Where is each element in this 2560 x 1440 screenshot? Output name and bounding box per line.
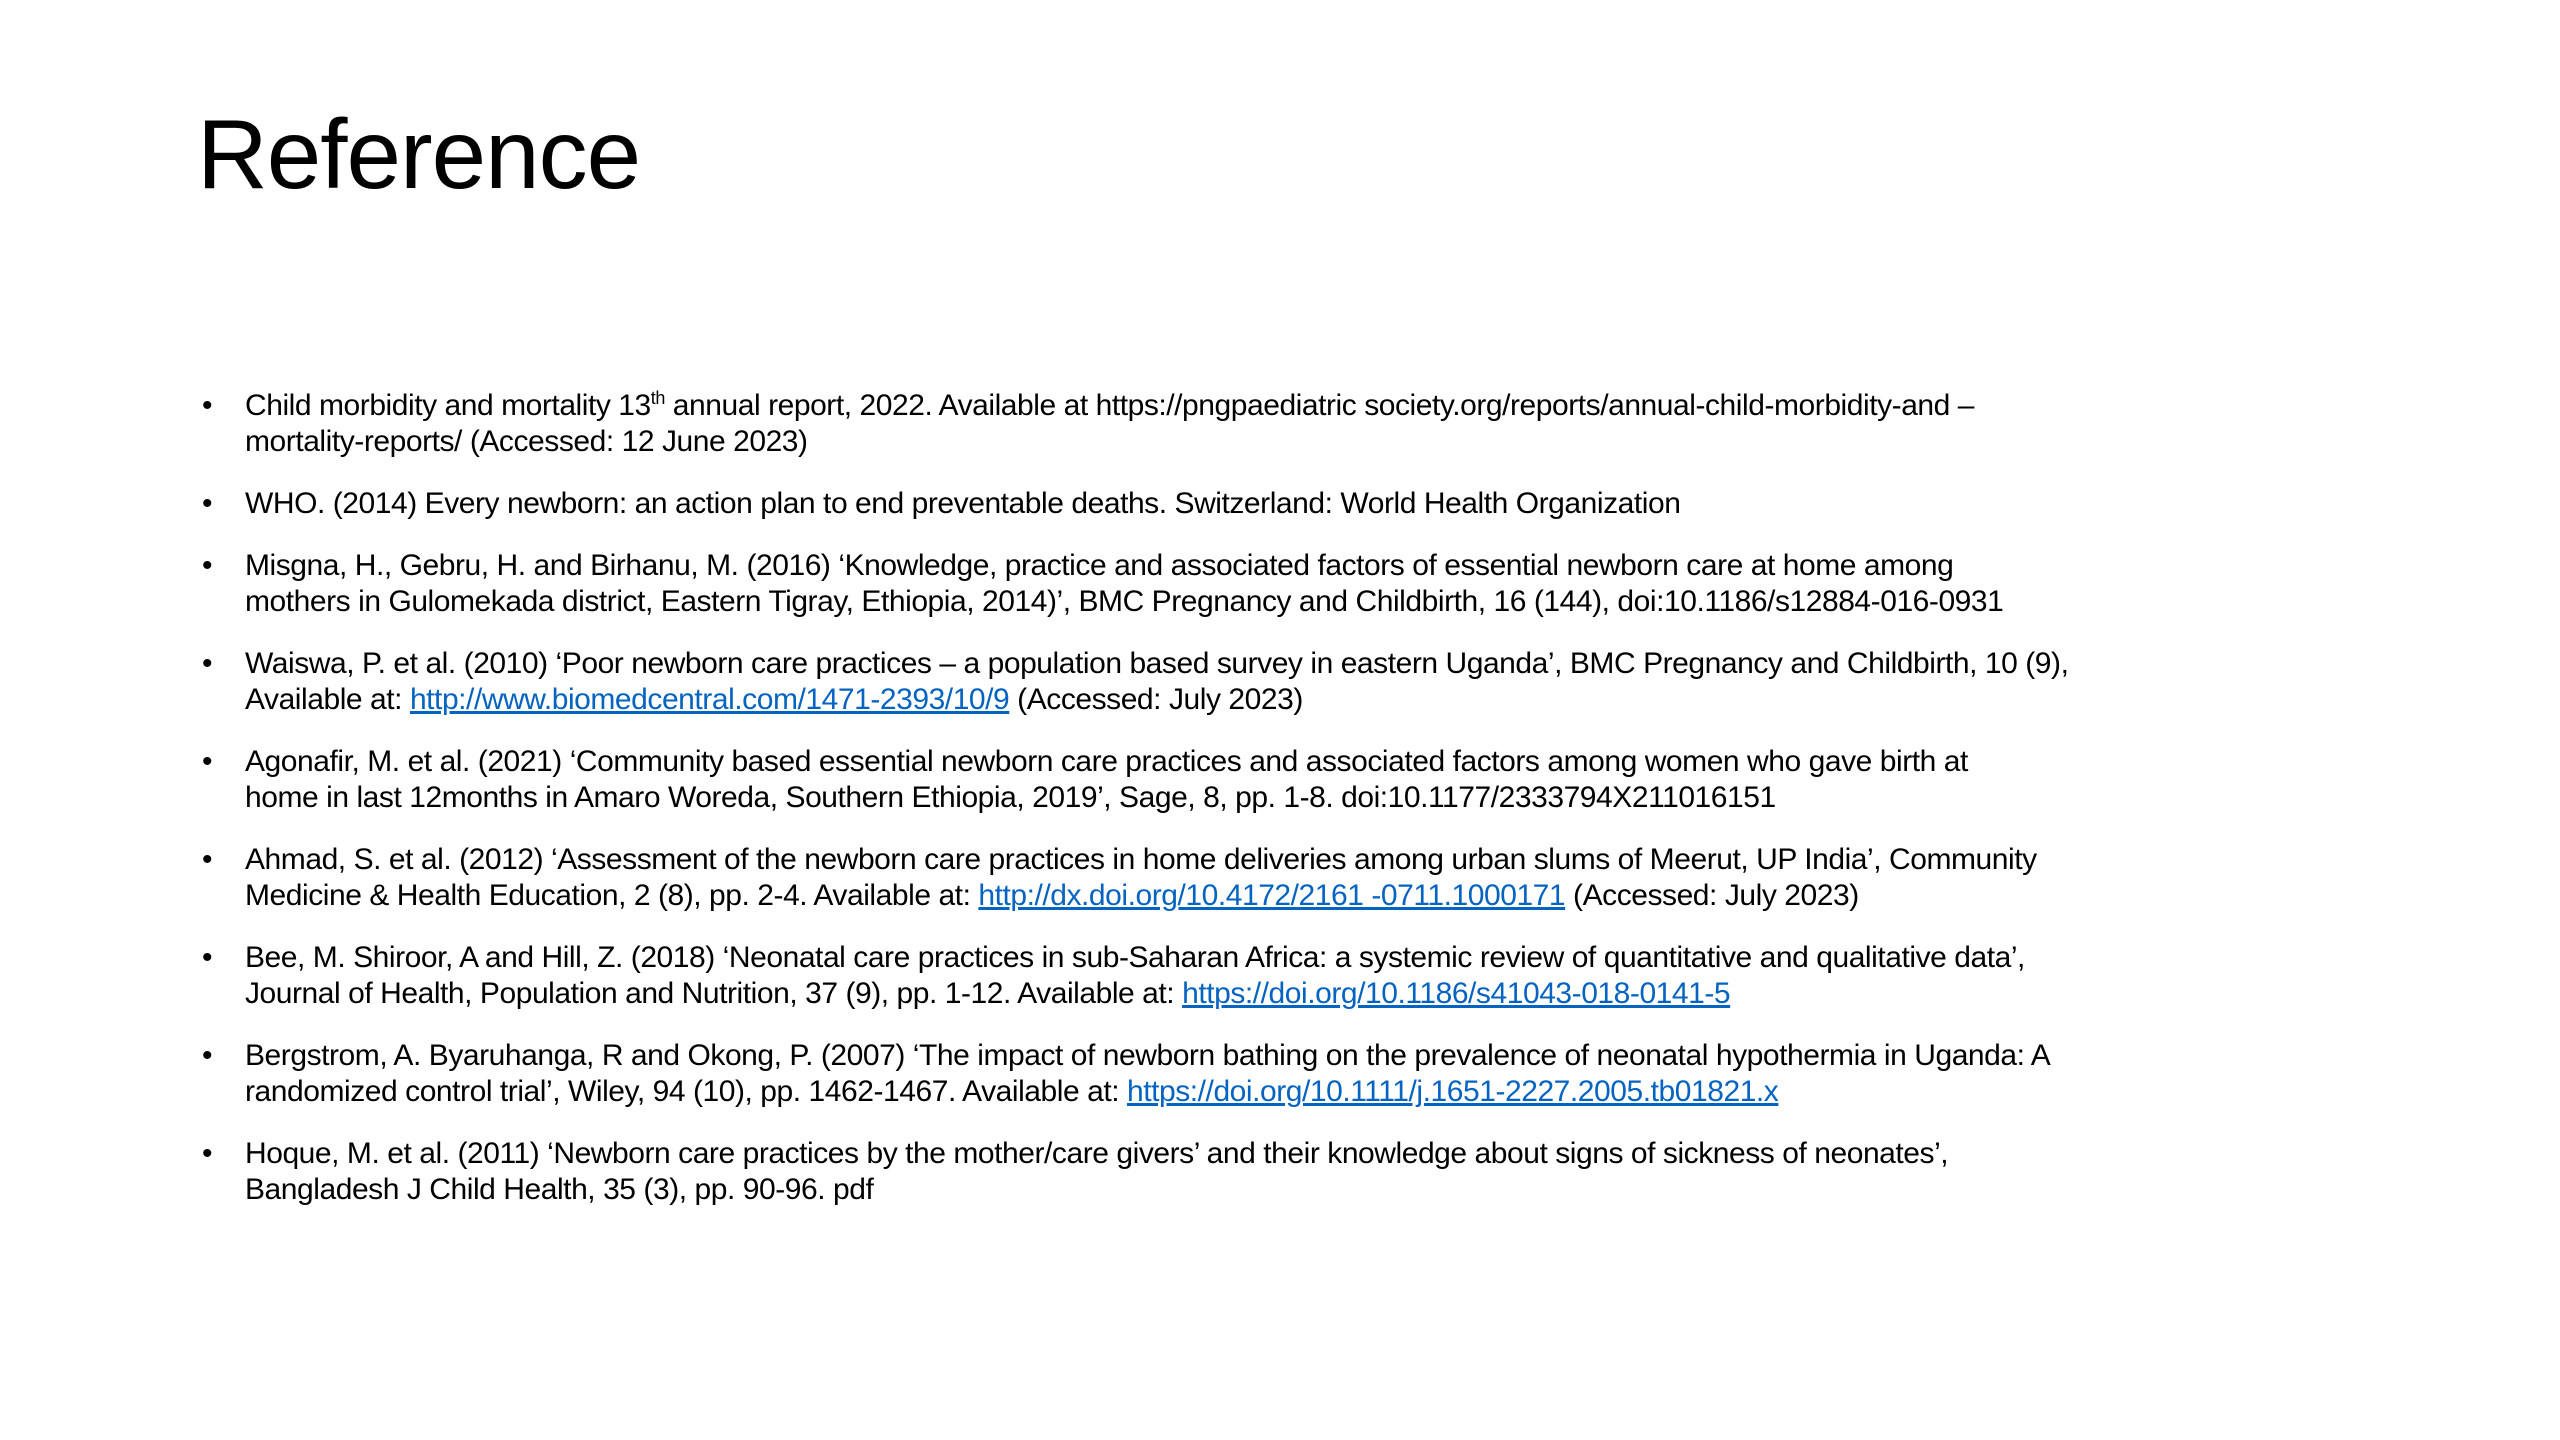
reference-text: annual report, 2022. Available at https://pngpaediatric society.org/reports/annual-child-morbidity-and –	[664, 389, 1975, 422]
reference-text: mothers in Gulomekada district, Eastern Tigray, Ethiopia, 2014)’, BMC Pregnancy and Childbirth, 16 (144), doi:10.1186/s12884-016-0931	[245, 585, 2004, 618]
bullet-icon: •	[202, 1137, 213, 1170]
reference-text: Hoque, M. et al. (2011) ‘Newborn care practices by the mother/care givers’ and their knowledge about signs of sickness of neonates’,	[245, 1137, 1949, 1170]
reference-text: Bee, M. Shiroor, A and Hill, Z. (2018) ‘Neonatal care practices in sub-Saharan Africa: a systemic review of quantitative and qualitative data’,	[245, 941, 2025, 974]
reference-line	[245, 976, 2442, 1012]
reference-item	[202, 548, 2442, 620]
reference-list	[202, 388, 2442, 1234]
reference-line	[245, 424, 2442, 460]
reference-item	[202, 1136, 2442, 1208]
reference-line	[245, 646, 2442, 682]
reference-text: mortality-reports/ (Accessed: 12 June 2023)	[245, 425, 808, 458]
reference-item	[202, 646, 2442, 718]
reference-item	[202, 1038, 2442, 1110]
reference-line	[245, 1136, 2442, 1172]
reference-line	[245, 1074, 2442, 1110]
reference-text: Bergstrom, A. Byaruhanga, R and Okong, P. (2007) ‘The impact of newborn bathing on the prevalence of neonatal hypothermia in Uganda: A	[245, 1039, 2051, 1072]
reference-text: (Accessed: July 2023)	[1565, 879, 1859, 912]
reference-line	[245, 878, 2442, 914]
reference-item	[202, 388, 2442, 460]
reference-link[interactable]: https://doi.org/10.1111/j.1651-2227.2005.tb01821.x	[1127, 1075, 1779, 1108]
reference-item	[202, 486, 2442, 522]
reference-text: Ahmad, S. et al. (2012) ‘Assessment of the newborn care practices in home deliveries among urban slums of Meerut, UP India’, Community	[245, 843, 2037, 876]
reference-text: WHO. (2014) Every newborn: an action plan to end preventable deaths. Switzerland: World Health Organization	[245, 487, 1681, 520]
reference-line	[245, 780, 2442, 816]
reference-text: Child morbidity and mortality 13	[245, 389, 651, 422]
bullet-icon: •	[202, 549, 213, 582]
reference-text: Bangladesh J Child Health, 35 (3), pp. 90-96. pdf	[245, 1173, 874, 1206]
bullet-icon: •	[202, 745, 213, 778]
reference-line	[245, 940, 2442, 976]
reference-text: Agonafir, M. et al. (2021) ‘Community based essential newborn care practices and associated factors among women who gave birth at	[245, 745, 1968, 778]
reference-link[interactable]: https://doi.org/10.1186/s41043-018-0141-5	[1182, 977, 1731, 1010]
bullet-icon: •	[202, 389, 213, 422]
slide-title: Reference	[197, 99, 641, 209]
bullet-icon: •	[202, 487, 213, 520]
reference-item	[202, 744, 2442, 816]
reference-item	[202, 940, 2442, 1012]
reference-line	[245, 682, 2442, 718]
reference-line	[245, 744, 2442, 780]
reference-text: randomized control trial’, Wiley, 94 (10), pp. 1462-1467. Available at:	[245, 1075, 1127, 1108]
reference-line	[245, 1038, 2442, 1074]
reference-line	[245, 548, 2442, 584]
reference-line	[245, 388, 2442, 424]
reference-text: Waiswa, P. et al. (2010) ‘Poor newborn care practices – a population based survey in eastern Uganda’, BMC Pregnancy and Childbirth, 10 (9),	[245, 647, 2069, 680]
bullet-icon: •	[202, 1039, 213, 1072]
bullet-icon: •	[202, 647, 213, 680]
reference-text: home in last 12months in Amaro Woreda, Southern Ethiopia, 2019’, Sage, 8, pp. 1-8. doi:10.1177/2333794X211016151	[245, 781, 1776, 814]
reference-text: (Accessed: July 2023)	[1009, 683, 1303, 716]
bullet-icon: •	[202, 941, 213, 974]
reference-line	[245, 584, 2442, 620]
reference-line	[245, 842, 2442, 878]
reference-text: Medicine & Health Education, 2 (8), pp. 2-4. Available at:	[245, 879, 979, 912]
reference-text: Misgna, H., Gebru, H. and Birhanu, M. (2016) ‘Knowledge, practice and associated factors of essential newborn care at home among	[245, 549, 1954, 582]
bullet-icon: •	[202, 843, 213, 876]
reference-link[interactable]: http://dx.doi.org/10.4172/2161 -0711.1000171	[978, 879, 1566, 912]
reference-text: Journal of Health, Population and Nutrition, 37 (9), pp. 1-12. Available at:	[245, 977, 1183, 1010]
superscript: th	[650, 388, 665, 408]
reference-text: Available at:	[245, 683, 410, 716]
reference-line	[245, 486, 2442, 522]
reference-link[interactable]: http://www.biomedcentral.com/1471-2393/10/9	[409, 683, 1010, 716]
reference-line	[245, 1172, 2442, 1208]
reference-item	[202, 842, 2442, 914]
